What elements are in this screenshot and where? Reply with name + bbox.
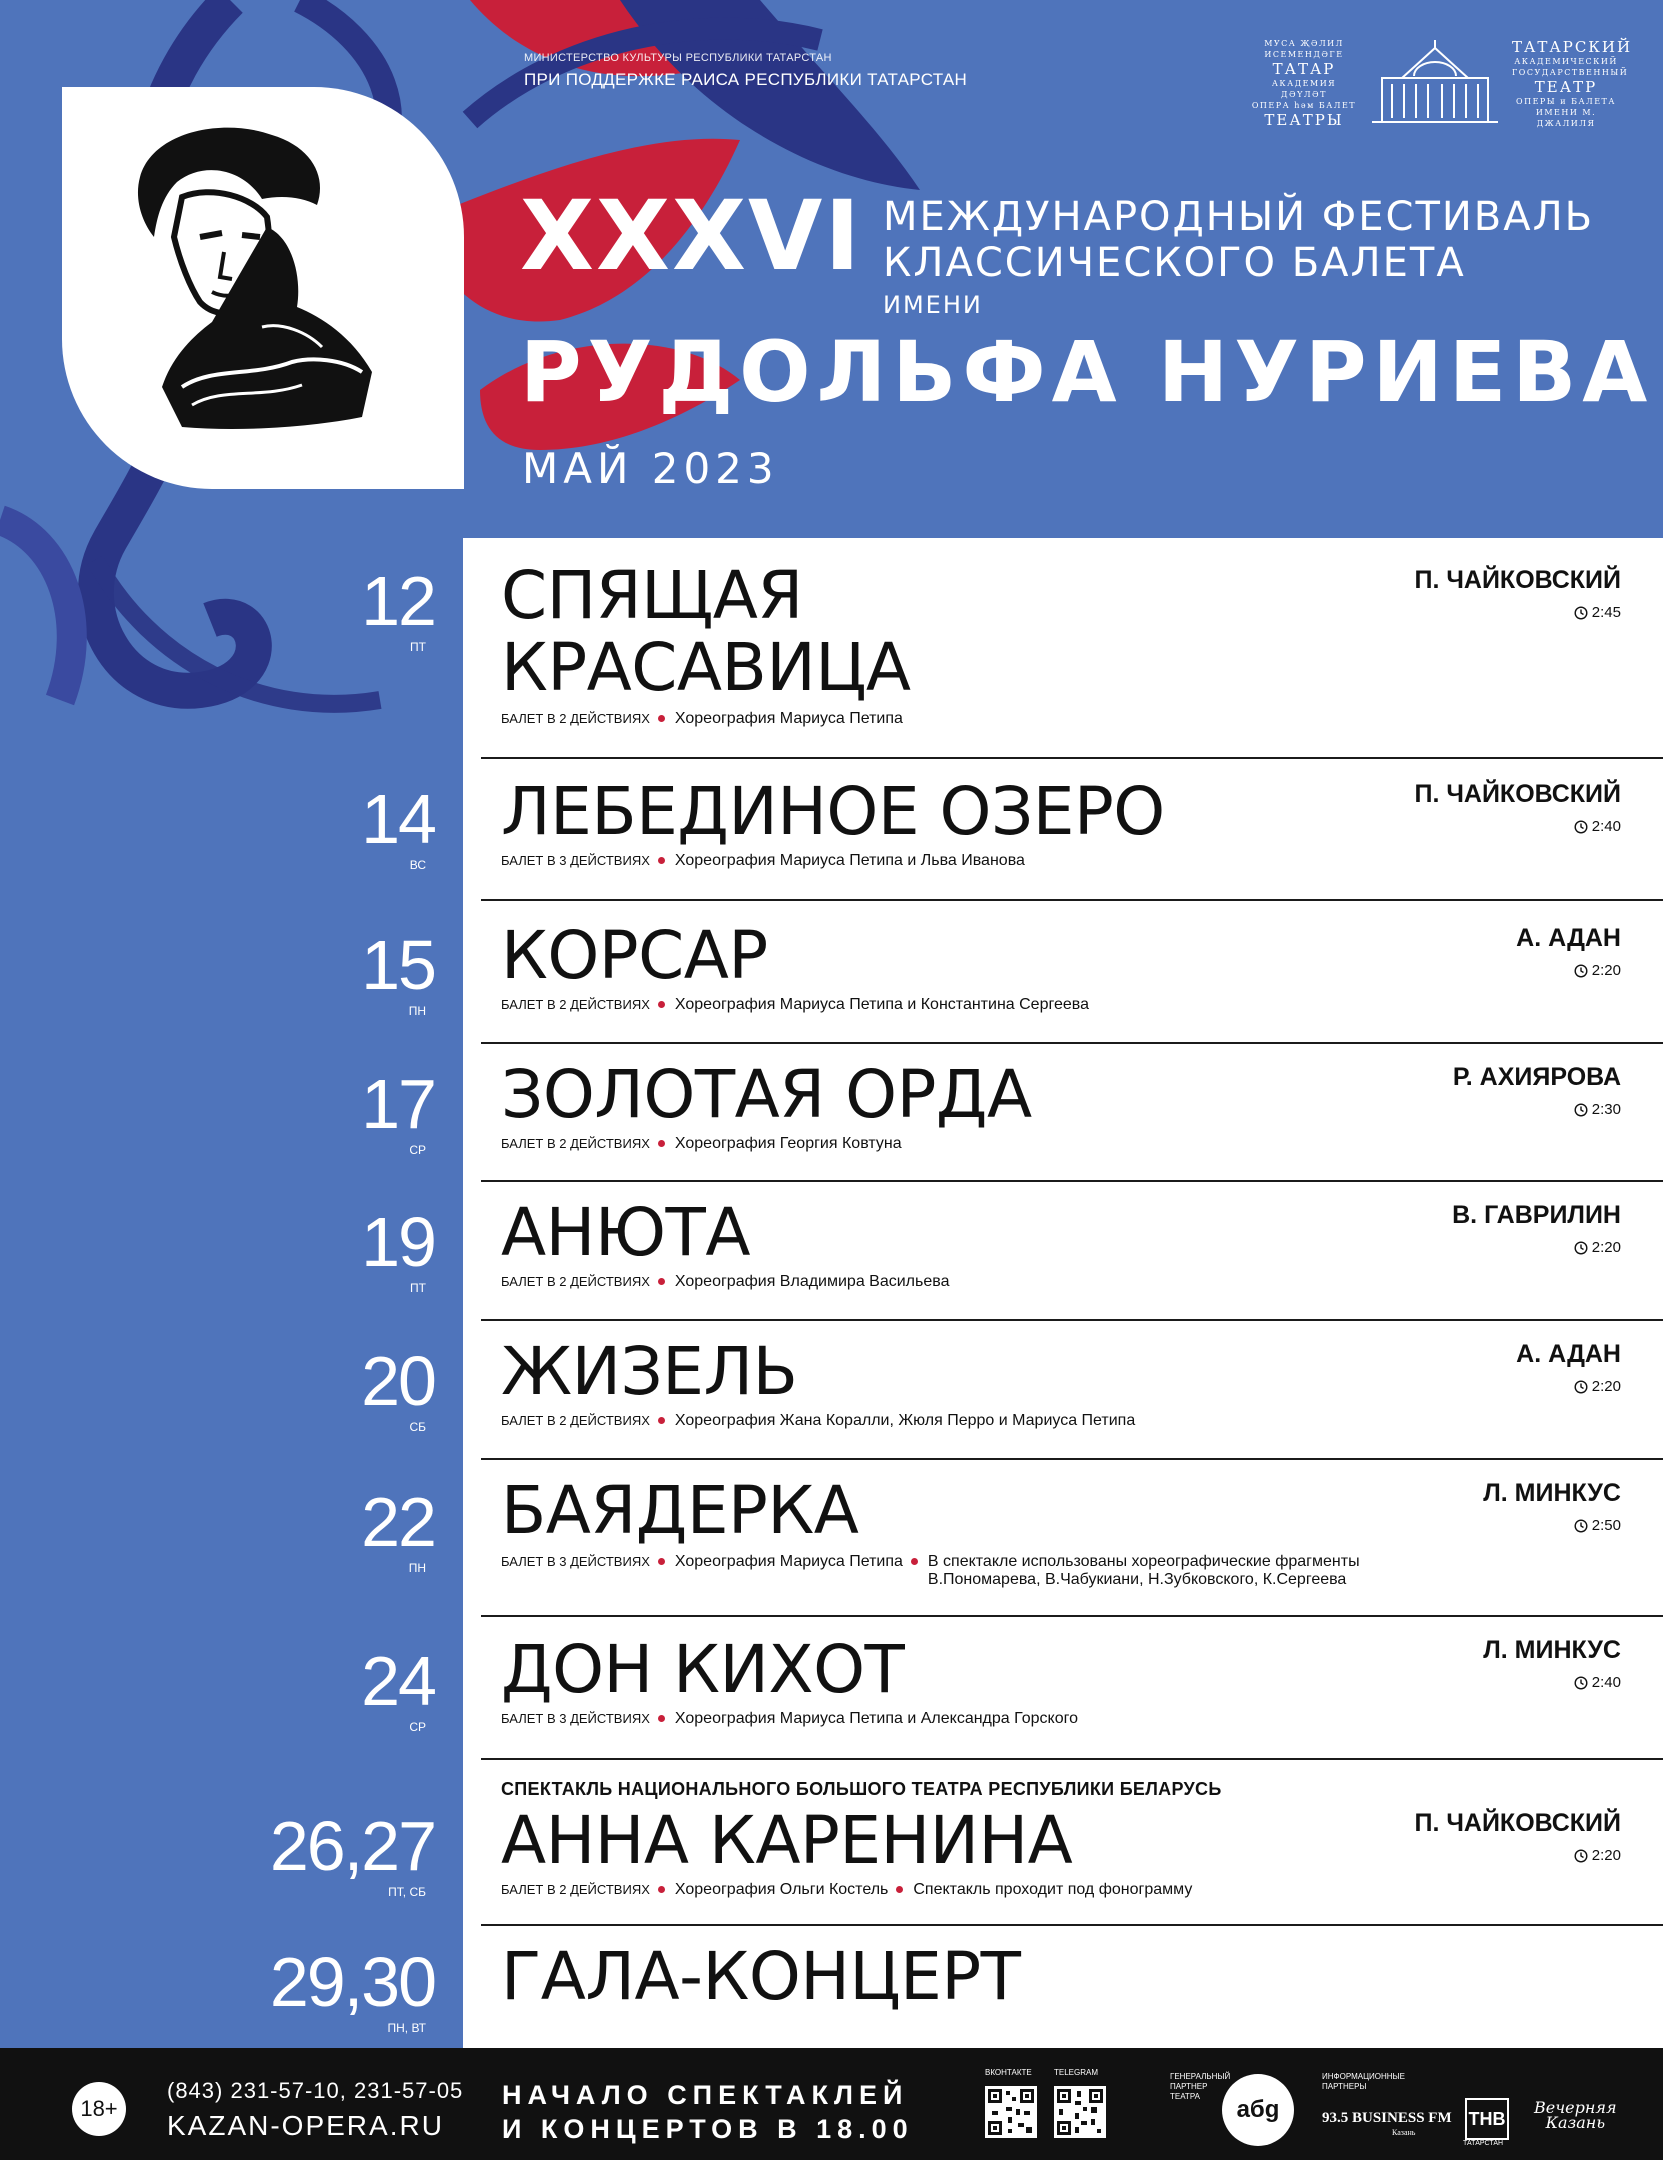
event-info xyxy=(501,710,903,728)
event-info xyxy=(501,996,1089,1014)
logo-line: ИМЕНИ М. ДЖАЛИЛЯ xyxy=(1535,108,1597,128)
bullet-dot xyxy=(658,1278,665,1285)
business-fm-city: Казань xyxy=(1392,2128,1416,2137)
event-duration xyxy=(1574,1847,1621,1864)
logo-line: ОПЕРЫ и БАЛЕТА xyxy=(1516,97,1616,106)
event-type: БАЛЕТ В 2 ДЕЙСТВИЯХ xyxy=(501,1882,650,1897)
logo-line: АКАДЕМИЧЕСКИЙ xyxy=(1514,57,1618,66)
event-info xyxy=(501,1412,1135,1430)
duration-value: 2:30 xyxy=(1591,1101,1621,1118)
clock-icon xyxy=(1574,606,1588,620)
partner-label-line: ПАРТНЕР xyxy=(1170,2082,1208,2091)
festival-title xyxy=(883,194,1594,286)
logo-line: ГОСУДАРСТВЕННЫЙ xyxy=(1512,68,1629,77)
event-composer: Р. АХИЯРОВА xyxy=(1452,1063,1621,1091)
bullet-dot xyxy=(658,715,665,722)
event-type: БАЛЕТ В 3 ДЕЙСТВИЯХ xyxy=(501,1554,650,1569)
nureyev-portrait xyxy=(62,87,464,489)
event-weekday: ПТ xyxy=(410,640,426,654)
event-duration xyxy=(1574,962,1621,979)
event-type: БАЛЕТ В 2 ДЕЙСТВИЯХ xyxy=(501,1413,650,1428)
event-note-line: В спектакле использованы хореографические фрагменты xyxy=(927,1553,1360,1570)
bullet-dot xyxy=(658,857,665,864)
general-partner-label xyxy=(1170,2072,1230,2102)
event-note xyxy=(928,1553,1360,1589)
clock-icon xyxy=(1574,1849,1588,1863)
vk-qr-code-icon[interactable] xyxy=(985,2086,1037,2138)
logo-line: МУСА ҖӘЛИЛ xyxy=(1264,39,1344,48)
bullet-dot xyxy=(658,1001,665,1008)
event-composer: В. ГАВРИЛИН xyxy=(1452,1201,1621,1229)
schedule-row xyxy=(361,1320,1663,1459)
logo-line: ТЕАТР xyxy=(1534,78,1598,96)
event-duration xyxy=(1574,1378,1621,1395)
event-title-line: КРАСАВИЦА xyxy=(501,629,911,706)
bullet-dot xyxy=(896,1886,903,1893)
event-choreography: Хореография Жана Коралли, Жюля Перро и Мариуса Петипа xyxy=(674,1412,1136,1429)
schedule-row xyxy=(361,538,1663,758)
event-date: 20 xyxy=(361,1342,435,1420)
clock-icon xyxy=(1574,820,1588,834)
event-choreography: Хореография Мариуса Петипа и Александра Горского xyxy=(674,1710,1078,1727)
festival-name: РУДОЛЬФА НУРИЕВА xyxy=(520,323,1654,421)
tnv-subtitle: ТАТАРСТАН xyxy=(1463,2140,1504,2147)
support-label: ПРИ ПОДДЕРЖКЕ РАИСА РЕСПУБЛИКИ ТАТАРСТАН xyxy=(524,70,968,89)
event-composer: А. АДАН xyxy=(1516,924,1621,952)
clock-icon xyxy=(1574,1103,1588,1117)
duration-value: 2:40 xyxy=(1591,1674,1621,1691)
footer-bar xyxy=(0,2048,1663,2160)
duration-value: 2:50 xyxy=(1591,1517,1621,1534)
tnv-logo: ТНВ xyxy=(1465,2098,1509,2140)
schedule-row xyxy=(361,1181,1663,1320)
duration-value: 2:45 xyxy=(1591,604,1621,621)
event-title: АНЮТА xyxy=(501,1194,750,1271)
event-title: ЗОЛОТАЯ ОРДА xyxy=(501,1056,1032,1133)
event-choreography: Хореография Георгия Ковтуна xyxy=(674,1135,902,1152)
event-date: 24 xyxy=(361,1642,435,1720)
theatre-logo xyxy=(1250,38,1633,129)
festival-title-line: МЕЖДУНАРОДНЫЙ ФЕСТИВАЛЬ xyxy=(883,194,1595,240)
event-composer: П. ЧАЙКОВСКИЙ xyxy=(1414,780,1621,808)
festival-number: XXXVI xyxy=(520,180,863,292)
clock-icon xyxy=(1574,964,1588,978)
theatre-logo-russian-text xyxy=(1512,38,1633,129)
event-weekday: СР xyxy=(409,1720,426,1734)
event-choreography: Хореография Мариуса Петипа и Константина Сергеева xyxy=(674,996,1089,1013)
website-link[interactable]: KAZAN-OPERA.RU xyxy=(167,2110,444,2141)
event-composer: П. ЧАЙКОВСКИЙ xyxy=(1414,1809,1621,1837)
event-title xyxy=(501,557,911,706)
event-info xyxy=(501,1710,1078,1728)
organizer-text xyxy=(524,52,967,90)
bullet-dot xyxy=(911,1558,918,1565)
event-type: БАЛЕТ В 2 ДЕЙСТВИЯХ xyxy=(501,1274,650,1289)
event-date: 17 xyxy=(361,1065,435,1143)
logo-line: ТАТАРСКИЙ xyxy=(1512,38,1633,56)
event-choreography: Хореография Ольги Костель xyxy=(674,1881,889,1898)
event-composer: Л. МИНКУС xyxy=(1483,1479,1621,1507)
event-info xyxy=(501,1553,1360,1589)
event-composer: П. ЧАЙКОВСКИЙ xyxy=(1414,566,1621,594)
vechernyaya-kazan-logo xyxy=(1534,2100,1617,2130)
duration-value: 2:20 xyxy=(1591,1847,1621,1864)
event-title: ЛЕБЕДИНОЕ ОЗЕРО xyxy=(501,773,1165,850)
logo-line: АКАДЕМИЯ ДӘҮЛӘТ xyxy=(1271,79,1337,99)
event-duration xyxy=(1574,604,1621,621)
schedule-row xyxy=(361,1616,1663,1759)
event-duration xyxy=(1574,1674,1621,1691)
schedule-row xyxy=(361,758,1663,900)
event-choreography: Хореография Владимира Васильева xyxy=(674,1273,950,1290)
theatre-logo-tatar-text xyxy=(1250,38,1358,129)
event-duration xyxy=(1574,1517,1621,1534)
bullet-dot xyxy=(658,1417,665,1424)
event-info xyxy=(501,1135,902,1153)
telegram-qr-code-icon[interactable] xyxy=(1054,2086,1106,2138)
logo-line: ТАТАР xyxy=(1272,60,1336,78)
event-note: Спектакль проходит под фонограмму xyxy=(913,1881,1193,1898)
logo-line: ТЕАТРЫ xyxy=(1264,111,1344,129)
event-title: КОРСАР xyxy=(501,917,768,994)
event-type: БАЛЕТ В 2 ДЕЙСТВИЯХ xyxy=(501,1136,650,1151)
event-note-line: В.Пономарева, В.Чабукиани, Н.Зубковского, К.Сергеева xyxy=(927,1571,1347,1588)
event-type: БАЛЕТ В 3 ДЕЙСТВИЯХ xyxy=(501,853,650,868)
age-rating-badge: 18+ xyxy=(72,2082,126,2136)
event-choreography: Хореография Мариуса Петипа и Льва Иванова xyxy=(674,852,1025,869)
event-duration xyxy=(1574,1239,1621,1256)
schedule-row xyxy=(269,1759,1663,1925)
duration-value: 2:40 xyxy=(1591,818,1621,835)
event-choreography: Хореография Мариуса Петипа xyxy=(674,710,903,727)
event-date: 15 xyxy=(361,926,435,1004)
partner-label-line: ГЕНЕРАЛЬНЫЙ xyxy=(1170,2072,1231,2081)
schedule-row xyxy=(361,900,1663,1043)
event-info xyxy=(501,852,1025,870)
newspaper-logo-line: Вечерняя xyxy=(1534,2098,1617,2117)
event-weekday: ПН xyxy=(408,1004,426,1018)
event-date: 14 xyxy=(361,780,435,858)
partner-label-line: ТЕАТРА xyxy=(1170,2092,1200,2101)
clock-icon xyxy=(1574,1676,1588,1690)
nureyev-portrait-icon xyxy=(62,87,464,489)
event-weekday: ПТ, СБ xyxy=(388,1885,426,1899)
event-info xyxy=(501,1273,949,1291)
festival-title-line: КЛАССИЧЕСКОГО БАЛЕТА xyxy=(883,240,1466,286)
event-title: АННА КАРЕНИНА xyxy=(501,1802,1073,1879)
event-type: БАЛЕТ В 3 ДЕЙСТВИЯХ xyxy=(501,1711,650,1726)
theatre-building-icon xyxy=(1362,38,1508,128)
info-partners-label xyxy=(1322,2072,1405,2092)
partner-label-line: ПАРТНЕРЫ xyxy=(1322,2082,1367,2091)
event-title: ЖИЗЕЛЬ xyxy=(501,1333,798,1410)
telegram-qr-label: TELEGRAM xyxy=(1054,2068,1099,2077)
bullet-dot xyxy=(658,1140,665,1147)
partner-label-line: ИНФОРМАЦИОННЫЕ xyxy=(1322,2072,1405,2081)
event-duration xyxy=(1574,818,1621,835)
business-fm-logo: 93.5 BUSINESS FM xyxy=(1322,2110,1452,2126)
logo-line: ИСЕМЕНДӘГЕ xyxy=(1264,50,1344,59)
event-title: БАЯДЕРКА xyxy=(501,1472,859,1549)
event-date: 19 xyxy=(361,1203,435,1281)
event-weekday: ПТ xyxy=(410,1281,426,1295)
start-time-notice xyxy=(502,2078,914,2146)
schedule-row xyxy=(269,1925,1663,2048)
clock-icon xyxy=(1574,1241,1588,1255)
event-composer: Л. МИНКУС xyxy=(1483,1636,1621,1664)
event-type: БАЛЕТ В 2 ДЕЙСТВИЯХ xyxy=(501,997,650,1012)
schedule-row xyxy=(361,1043,1663,1181)
bullet-dot xyxy=(658,1558,665,1565)
festival-imeni: ИМЕНИ xyxy=(883,291,983,319)
duration-value: 2:20 xyxy=(1591,1239,1621,1256)
bullet-dot xyxy=(658,1715,665,1722)
event-weekday: СР xyxy=(409,1143,426,1157)
festival-month: МАЙ 2023 xyxy=(522,444,779,493)
event-date: 12 xyxy=(361,562,435,640)
ministry-label: МИНИСТЕРСТВО КУЛЬТУРЫ РЕСПУБЛИКИ ТАТАРСТАН xyxy=(524,52,832,64)
duration-value: 2:20 xyxy=(1591,962,1621,979)
start-time-line: НАЧАЛО СПЕКТАКЛЕЙ xyxy=(502,2080,909,2110)
clock-icon xyxy=(1574,1519,1588,1533)
event-duration xyxy=(1574,1101,1621,1118)
event-date: 22 xyxy=(361,1483,435,1561)
event-date: 29,30 xyxy=(269,1943,435,2021)
start-time-line: И КОНЦЕРТОВ В 18.00 xyxy=(502,2114,914,2144)
event-weekday: СБ xyxy=(409,1420,426,1434)
event-weekday: ПН, ВТ xyxy=(387,2021,426,2035)
event-info xyxy=(501,1881,1192,1899)
event-title: ГАЛА-КОНЦЕРТ xyxy=(501,1938,1021,2015)
event-type: БАЛЕТ В 2 ДЕЙСТВИЯХ xyxy=(501,711,650,726)
vk-qr-label: ВКОНТАКТЕ xyxy=(985,2068,1032,2077)
clock-icon xyxy=(1574,1380,1588,1394)
schedule-panel xyxy=(269,538,1663,2048)
phone-numbers[interactable]: (843) 231-57-10, 231-57-05 xyxy=(167,2078,464,2103)
general-partner-logo: абg xyxy=(1222,2074,1294,2146)
event-supertitle: СПЕКТАКЛЬ НАЦИОНАЛЬНОГО БОЛЬШОГО ТЕАТРА РЕСПУБЛИКИ БЕЛАРУСЬ xyxy=(501,1779,1222,1799)
event-date: 26,27 xyxy=(269,1807,435,1885)
event-weekday: ПН xyxy=(408,1561,426,1575)
newspaper-logo-line: Казань xyxy=(1545,2113,1606,2132)
event-composer: А. АДАН xyxy=(1516,1340,1621,1368)
event-title-line: СПЯЩАЯ xyxy=(501,557,803,634)
event-choreography: Хореография Мариуса Петипа xyxy=(674,1553,903,1570)
schedule-row xyxy=(361,1459,1663,1616)
duration-value: 2:20 xyxy=(1591,1378,1621,1395)
event-title: ДОН КИХОТ xyxy=(501,1631,905,1708)
bullet-dot xyxy=(658,1886,665,1893)
event-weekday: ВС xyxy=(409,858,426,872)
logo-line: ОПЕРА һәм БАЛЕТ xyxy=(1251,101,1357,110)
